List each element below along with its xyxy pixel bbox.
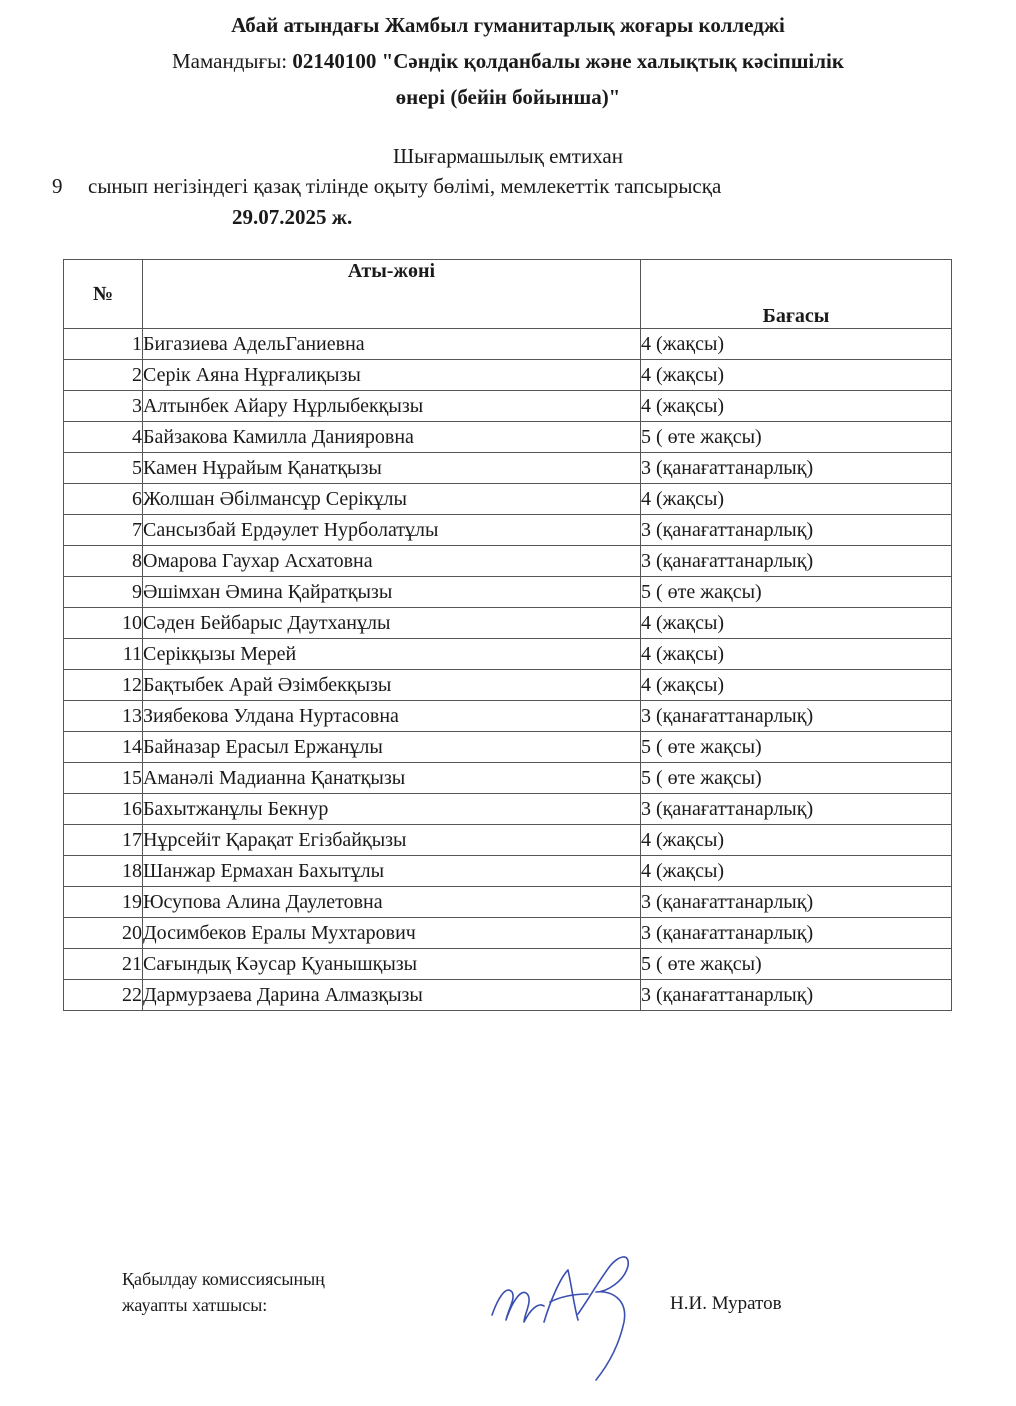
table-header-row: [64, 260, 952, 329]
row-number: 14: [64, 732, 143, 763]
table-row: [64, 825, 952, 856]
department-text: сынып негізіндегі қазақ тілінде оқыту бөлімі, мемлекеттік тапсырысқа: [88, 174, 722, 198]
row-number: 11: [64, 639, 143, 670]
grade-value: 3 (қанағаттанарлық): [641, 546, 952, 577]
student-name: Досимбеков Ералы Мухтарович: [143, 918, 641, 949]
student-name: Аманәлі Мадианна Қанатқызы: [143, 763, 641, 794]
row-number: 7: [64, 515, 143, 546]
grade-value: 4 (жақсы): [641, 825, 952, 856]
table-row: [64, 887, 952, 918]
student-name: Байназар Ерасыл Ержанұлы: [143, 732, 641, 763]
row-number: 15: [64, 763, 143, 794]
student-name: Юсупова Алина Даулетовна: [143, 887, 641, 918]
student-name: Алтынбек Айару Нұрлыбекқызы: [143, 391, 641, 422]
table-row: [64, 670, 952, 701]
student-name: Бақтыбек Арай Әзімбекқызы: [143, 670, 641, 701]
row-number: 22: [64, 980, 143, 1011]
grade-value: 3 (қанағаттанарлық): [641, 453, 952, 484]
row-number: 10: [64, 608, 143, 639]
grade-value: 5 ( өте жақсы): [641, 949, 952, 980]
column-header-number: №: [64, 260, 143, 329]
student-name: Байзакова Камилла Данияровна: [143, 422, 641, 453]
table-row: [64, 980, 952, 1011]
exam-title: Шығармашылық емтихан: [392, 144, 623, 168]
institution-title: Абай атындағы Жамбыл гуманитарлық жоғары колледжі: [231, 13, 785, 37]
student-name: Серік Аяна Нұрғалиқызы: [143, 360, 641, 391]
table-row: [64, 763, 952, 794]
row-number: 3: [64, 391, 143, 422]
specialty-line: [0, 48, 1016, 74]
student-name: Шанжар Ермахан Бахытұлы: [143, 856, 641, 887]
student-name: Жолшан Әбілмансұр Серікұлы: [143, 484, 641, 515]
table-row: [64, 856, 952, 887]
student-name: Нұрсейіт Қарақат Егізбайқызы: [143, 825, 641, 856]
grade-value: 4 (жақсы): [641, 360, 952, 391]
table-row: [64, 515, 952, 546]
grade-value: 3 (қанағаттанарлық): [641, 980, 952, 1011]
row-number: 5: [64, 453, 143, 484]
table-row: [64, 422, 952, 453]
exam-date: 29.07.2025 ж.: [232, 205, 353, 229]
table-row: [64, 453, 952, 484]
signature-image: [478, 1240, 648, 1385]
table-row: [64, 577, 952, 608]
table-row: [64, 639, 952, 670]
secretary-title-line2: жауапты хатшысы:: [122, 1295, 268, 1315]
row-number: 17: [64, 825, 143, 856]
table-row: [64, 701, 952, 732]
row-number: 2: [64, 360, 143, 391]
row-number: 20: [64, 918, 143, 949]
table-row: [64, 918, 952, 949]
row-number: 16: [64, 794, 143, 825]
column-header-name: Аты-жөні: [143, 260, 641, 329]
student-name: Сағындық Кәусар Қуанышқызы: [143, 949, 641, 980]
row-number: 4: [64, 422, 143, 453]
student-name: Сәден Бейбарыс Даутханұлы: [143, 608, 641, 639]
table-row: [64, 608, 952, 639]
row-number: 8: [64, 546, 143, 577]
grade-value: 4 (жақсы): [641, 670, 952, 701]
grade-value: 4 (жақсы): [641, 484, 952, 515]
table-row: [64, 391, 952, 422]
table-row: [64, 949, 952, 980]
row-number: 6: [64, 484, 143, 515]
student-name: Дармурзаева Дарина Алмазқызы: [143, 980, 641, 1011]
row-number: 1: [64, 329, 143, 360]
row-number: 13: [64, 701, 143, 732]
student-name: Серікқызы Мерей: [143, 639, 641, 670]
grade-value: 3 (қанағаттанарлық): [641, 918, 952, 949]
signer-name: Н.И. Муратов: [670, 1293, 782, 1314]
grade-value: 5 ( өте жақсы): [641, 763, 952, 794]
grade-value: 5 ( өте жақсы): [641, 732, 952, 763]
row-number: 19: [64, 887, 143, 918]
table-body: [64, 329, 952, 1011]
grade-value: 3 (қанағаттанарлық): [641, 794, 952, 825]
table-row: [64, 546, 952, 577]
student-name: Әшімхан Әмина Қайратқызы: [143, 577, 641, 608]
student-name: Омарова Гаухар Асхатовна: [143, 546, 641, 577]
student-name: Бигазиева АдельГаниевна: [143, 329, 641, 360]
grade-value: 4 (жақсы): [641, 391, 952, 422]
table-row: [64, 329, 952, 360]
grade-value: 3 (қанағаттанарлық): [641, 515, 952, 546]
table-row: [64, 360, 952, 391]
specialty-value-continued: өнері (бейін бойынша)": [395, 85, 621, 109]
column-header-grade: Бағасы: [641, 260, 952, 329]
specialty-label: Мамандығы:: [172, 49, 288, 73]
grade-value: 4 (жақсы): [641, 329, 952, 360]
table-row: [64, 794, 952, 825]
grade-value: 3 (қанағаттанарлық): [641, 887, 952, 918]
grade-value: 3 (қанағаттанарлық): [641, 701, 952, 732]
grade-value: 4 (жақсы): [641, 608, 952, 639]
grade-value: 4 (жақсы): [641, 639, 952, 670]
grade-value: 4 (жақсы): [641, 856, 952, 887]
row-number: 18: [64, 856, 143, 887]
row-number: 21: [64, 949, 143, 980]
specialty-value: 02140100 "Сәндік қолданбалы және халықтық кәсіпшілік: [292, 49, 844, 73]
table-row: [64, 732, 952, 763]
student-name: Камен Нұрайым Қанатқызы: [143, 453, 641, 484]
student-name: Сансызбай Ердәулет Нурболатұлы: [143, 515, 641, 546]
student-name: Зиябекова Улдана Нуртасовна: [143, 701, 641, 732]
table-row: [64, 484, 952, 515]
row-number: 12: [64, 670, 143, 701]
row-number: 9: [64, 577, 143, 608]
results-table: [63, 259, 952, 1011]
student-name: Бахытжанұлы Бекнур: [143, 794, 641, 825]
grade-value: 5 ( өте жақсы): [641, 422, 952, 453]
grade-number: 9: [52, 174, 63, 198]
secretary-title-line1: Қабылдау комиссиясының: [122, 1269, 325, 1289]
grade-value: 5 ( өте жақсы): [641, 577, 952, 608]
